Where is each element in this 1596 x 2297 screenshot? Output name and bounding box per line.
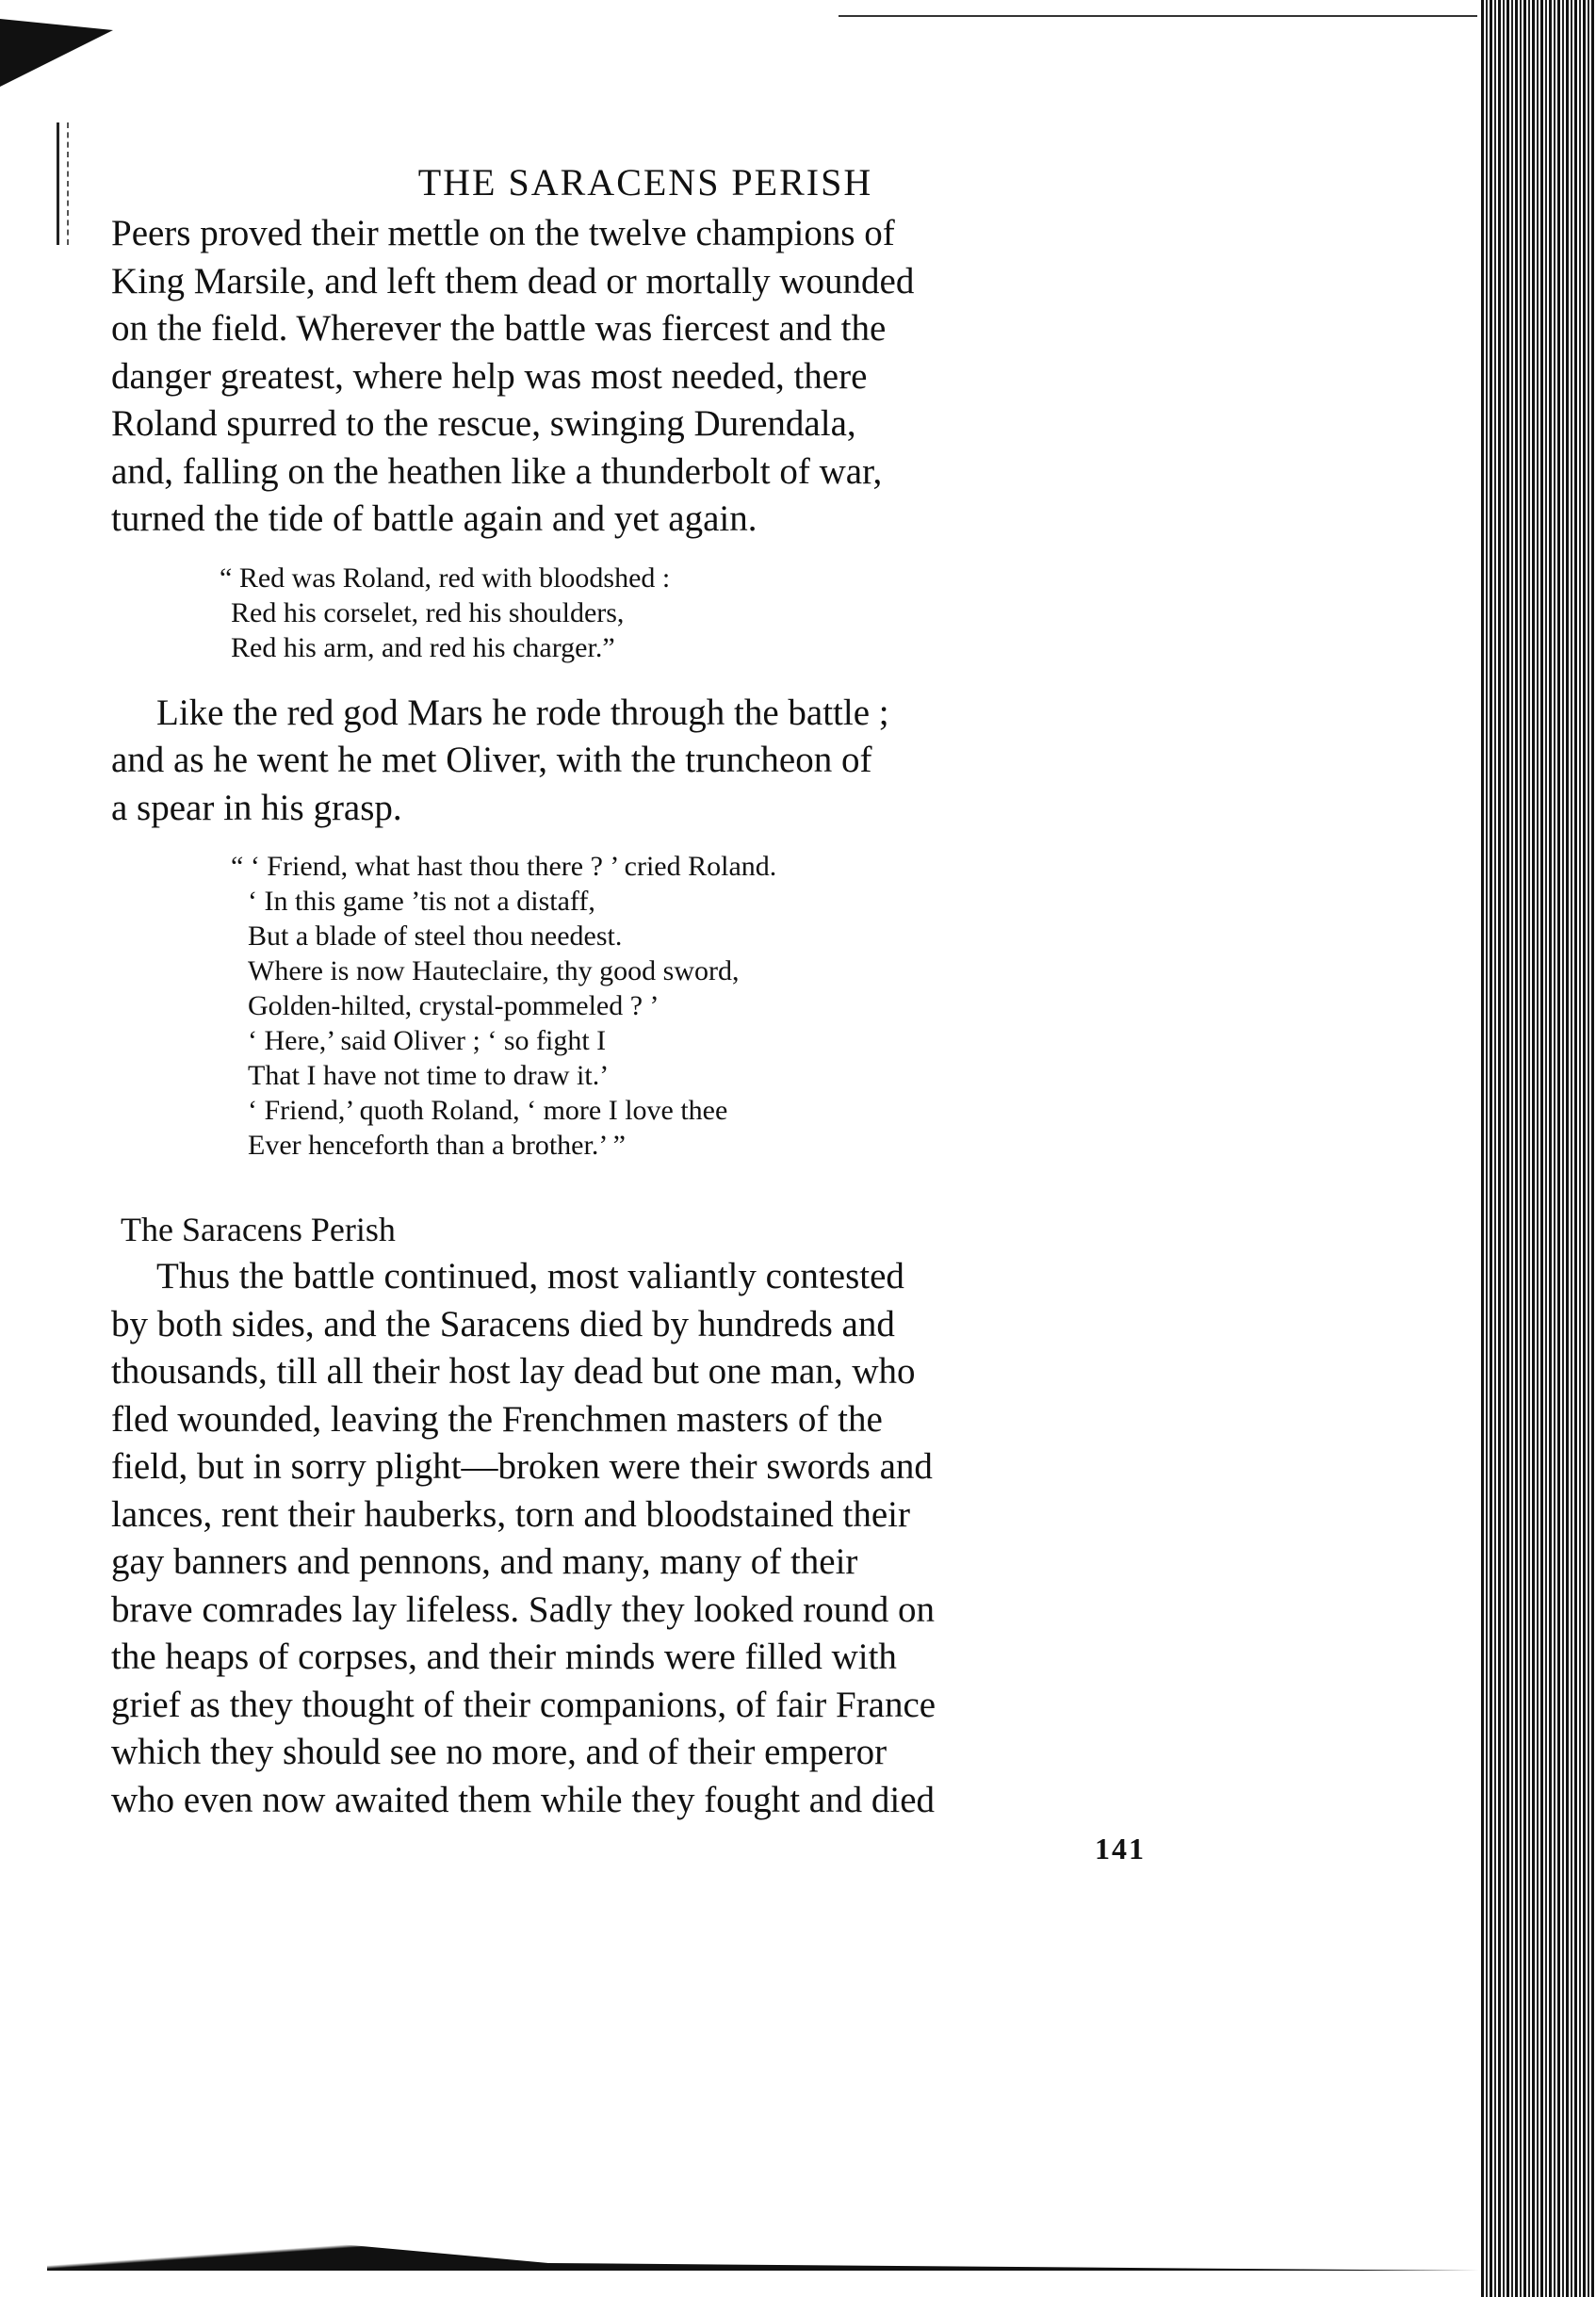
text-line: Peers proved their mettle on the twelve champions of [111,213,895,253]
verse-line: Golden-hilted, crystal-pommeled ? ’ [248,990,660,1021]
text-line: lances, rent their hauberks, torn and bloodstained their [111,1493,910,1535]
verse-line: “ Red was Roland, red with bloodshed : [220,562,671,594]
section-heading: The Saracens Perish [121,1211,396,1248]
scan-corner-shadow-top [0,19,113,87]
text-line: and, falling on the heathen like a thunderbolt of war, [111,450,883,492]
scan-corner-shadow-bottom [47,2195,1479,2271]
text-line: who even now awaited them while they fought and died [111,1779,936,1820]
verse-line: Red his corselet, red his shoulders, [231,596,625,628]
text-line: Roland spurred to the rescue, swinging Durendala, [111,403,856,444]
text-line: King Marsile, and left them dead or mortally wounded [111,260,915,301]
verse-line: That I have not time to draw it.’ [248,1060,610,1091]
book-page [111,160,1153,1866]
text-line: brave comrades lay lifeless. Sadly they looked round on [111,1588,936,1630]
text-line: the heaps of corpses, and their minds were filled with [111,1637,897,1677]
scan-margin-marks [57,122,69,245]
text-line: and as he went he met Oliver, with the truncheon of [111,740,872,780]
text-line: Like the red god Mars he rode through the battle ; [156,692,889,733]
paragraph-peers [111,210,1153,544]
page-number: 141 [1095,1832,1146,1865]
verse-line: Red his arm, and red his charger.” [231,631,615,663]
text-line: which they should see no more, and of their emperor [111,1732,888,1772]
verse-line: Where is now Hauteclaire, thy good sword, [248,955,740,986]
text-line: gay banners and pennons, and many, many of their [111,1541,858,1582]
running-head: THE SARACENS PERISH [417,161,873,204]
text-line: danger greatest, where help was most needed, there [111,355,868,397]
verse-line: But a blade of steel thou needest. [248,920,623,952]
text-line: field, but in sorry plight—broken were their swords and [111,1446,933,1487]
verse-red-roland [111,561,1153,665]
verse-line: ‘ In this game ’tis not a distaff, [248,886,595,917]
text-line: by both sides, and the Saracens died by hundreds and [111,1303,895,1344]
text-line: fled wounded, leaving the Frenchmen masters of the [111,1398,883,1440]
text-line: on the field. Wherever the battle was fiercest and the [111,308,887,349]
text-line: turned the tide of battle again and yet again. [111,498,757,539]
verse-line: ‘ Here,’ said Oliver ; ‘ so fight I [248,1025,607,1056]
text-line: grief as they thought of their companions, of fair France [111,1684,936,1725]
paragraph-battle [111,1253,1153,1824]
scan-top-rule [839,15,1489,17]
text-line: Thus the battle continued, most valiantly contested [156,1256,904,1296]
verse-line: “ ‘ Friend, what hast thou there ? ’ cried Roland. [231,851,777,882]
book-spine-edge [1481,0,1596,2297]
paragraph-mars [111,690,1153,833]
text-line: thousands, till all their host lay dead but one man, who [111,1351,916,1392]
text-line: a spear in his grasp. [111,787,402,828]
verse-friend [111,849,1153,1163]
verse-line: ‘ Friend,’ quoth Roland, ‘ more I love thee [248,1095,728,1126]
verse-line: Ever henceforth than a brother.’ ” [248,1130,626,1161]
